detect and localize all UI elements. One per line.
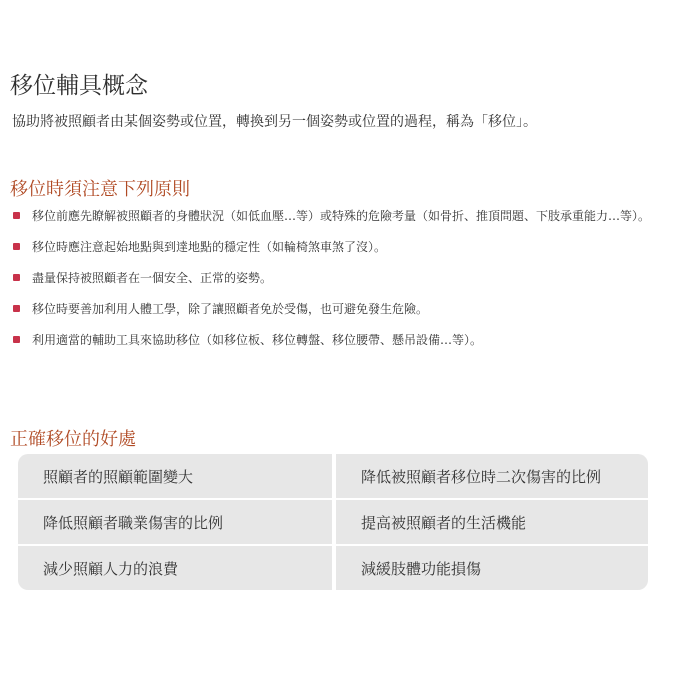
benefit-cell: 減少照顧人力的浪費 — [18, 546, 332, 590]
benefits-heading: 正確移位的好處 — [10, 428, 136, 450]
intro-text: 協助將被照顧者由某個姿勢或位置，轉換到另一個姿勢或位置的過程，稱為「移位」。 — [12, 114, 537, 130]
principle-text: 移位前應先瞭解被照顧者的身體狀況（如低血壓…等）或特殊的危險考量（如骨折、推頂問題、下肢承重能力…等）。 — [32, 209, 651, 223]
principle-text: 利用適當的輔助工具來協助移位（如移位板、移位轉盤、移位腰帶、懸吊設備…等）。 — [32, 333, 483, 347]
bullet-square-icon — [13, 336, 20, 343]
benefit-cell: 降低照顧者職業傷害的比例 — [18, 500, 332, 544]
benefit-cell: 提高被照顧者的生活機能 — [336, 500, 648, 544]
principles-list — [12, 201, 696, 356]
bullet-square-icon — [13, 243, 20, 250]
list-item — [12, 325, 696, 355]
list-item — [12, 201, 696, 231]
principles-heading: 移位時須注意下列原則 — [10, 178, 190, 200]
bullet-square-icon — [13, 212, 20, 219]
list-item — [12, 263, 696, 293]
benefit-cell: 降低被照顧者移位時二次傷害的比例 — [336, 454, 648, 498]
list-item — [12, 232, 696, 262]
bullet-square-icon — [13, 305, 20, 312]
benefit-cell: 減緩肢體功能損傷 — [336, 546, 648, 590]
principle-text: 盡量保持被照顧者在一個安全、正常的姿勢。 — [32, 271, 273, 285]
list-item — [12, 294, 696, 324]
benefits-table — [18, 454, 648, 590]
page-title: 移位輔具概念 — [10, 73, 148, 100]
benefit-cell: 照顧者的照顧範圍變大 — [18, 454, 332, 498]
principle-text: 移位時應注意起始地點與到達地點的穩定性（如輪椅煞車煞了沒）。 — [32, 240, 387, 254]
bullet-square-icon — [13, 274, 20, 281]
principle-text: 移位時要善加利用人體工學，除了讓照顧者免於受傷，也可避免發生危險。 — [32, 302, 429, 316]
